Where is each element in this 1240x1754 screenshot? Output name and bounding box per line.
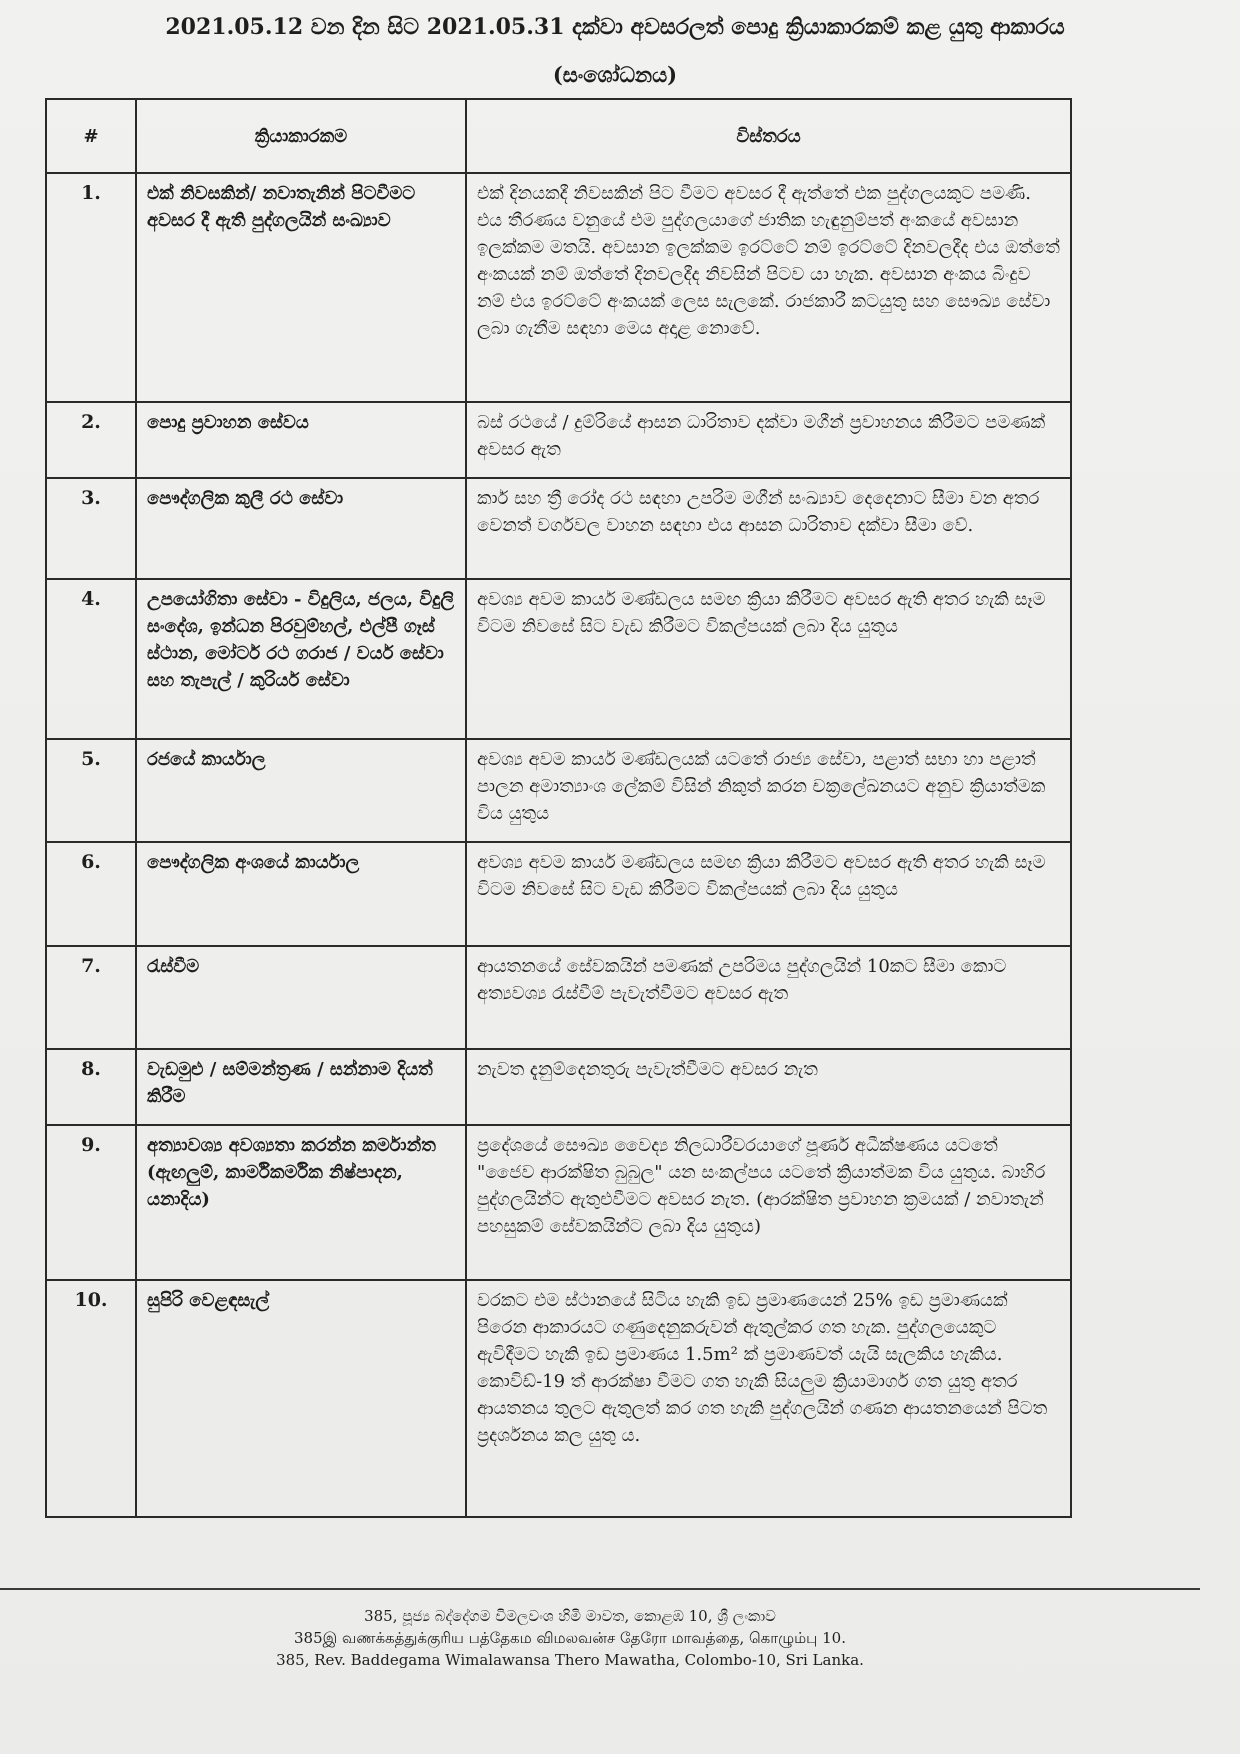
- row-activity: වැඩමුළු / සම්මන්ත්‍රණ / සන්නාම දියත් කිරීම: [136, 1049, 466, 1125]
- table-row: [46, 946, 1071, 1049]
- table-row: [46, 842, 1071, 945]
- header-activity: ක්‍රියාකාරකම: [136, 99, 466, 173]
- table-row: [46, 739, 1071, 842]
- row-number: 10.: [46, 1280, 136, 1517]
- table-row: [46, 1125, 1071, 1280]
- document-title: 2021.05.12 වන දින සිට 2021.05.31 දක්වා අවසරලත් පොදු ක්‍රියාකාරකම් කළ යුතු ආකාරය: [165, 14, 1065, 40]
- row-number: 6.: [46, 842, 136, 945]
- row-details: වරකට එම ස්ථානයේ සිටිය හැකි ඉඩ ප්‍රමාණයෙන් 25% ඉඩ ප්‍රමාණයක් පිරෙන ආකාරයට ගණුදෙනුකරුවන් ඇතුල්කර ගත හැක. පුද්ගලයෙකුට ඇවිදීමට හැකි ඉඩ ප්‍රමාණය 1.5m² ක් ප්‍රමාණවත් යැයි සැලකිය හැකිය. කොවිඩ්-19 ත් ආරක්ෂා වීමට ගත හැකි සියලුම ක්‍රියාමාර්ග ගත යුතු අතර ආයතනය තුලට ඇතුලත් කර ගත හැකි පුද්ගලයින් ගණන ආයතනයෙන් පිටත ප්‍රදර්ශනය කල යුතු ය.: [466, 1280, 1071, 1517]
- row-details: ආයතනයේ සේවකයින් පමණක් උපරිමය පුද්ගලයින් 10කට සීමා කොට අත්‍යවශ්‍ය රැස්වීම් පැවැත්වීමට අවසර ඇත: [466, 946, 1071, 1049]
- row-activity: උපයෝගිතා සේවා - විදුලිය, ජලය, විදුලි සංදේශ, ඉන්ධන පිරවුම්හල්, එල්පී ගෑස් ස්ථාන, මෝටර් රථ ගරාජ / වයර් සේවා සහ තැපැල් / කුරියර් සේවා: [136, 579, 466, 739]
- row-number: 3.: [46, 478, 136, 579]
- row-activity: රජයේ කාර්යාල: [136, 739, 466, 842]
- row-details: අවශ්‍ය අවම කාර්ය මණ්ඩලය සමඟ ක්‍රියා කිරීමට අවසර ඇති අතර හැකි සෑම විටම නිවසේ සිට වැඩ කිරීමට විකල්පයක් ලබා දිය යුතුය: [466, 842, 1071, 945]
- row-details: නැවත දැනුම්දෙනතුරු පැවැත්වීමට අවසර නැත: [466, 1049, 1071, 1125]
- row-number: 5.: [46, 739, 136, 842]
- header-number: #: [46, 99, 136, 173]
- footer-address: [0, 1605, 1140, 1671]
- document-subtitle: (සංශෝධනය): [552, 62, 678, 87]
- row-activity: පොදු ප්‍රවාහන සේවය: [136, 402, 466, 478]
- row-number: 8.: [46, 1049, 136, 1125]
- row-number: 2.: [46, 402, 136, 478]
- activities-table: [45, 98, 1072, 1518]
- row-details: අවශ්‍ය අවම කාර්ය මණ්ඩලයක් යටතේ රාජ්‍ය සේවා, පළාත් සභා හා පළාත් පාලන අමාත්‍යාංශ ලේකම් විසින් නිකුත් කරන චක්‍රලේඛනයට අනුව ක්‍රියාත්මක විය යුතුය: [466, 739, 1071, 842]
- header-details: විස්තරය: [466, 99, 1071, 173]
- footer-address-english: 385, Rev. Baddegama Wimalawansa Thero Mawatha, Colombo-10, Sri Lanka.: [276, 1651, 864, 1669]
- row-activity: පෞද්ගලික අංශයේ කාර්යාල: [136, 842, 466, 945]
- row-number: 9.: [46, 1125, 136, 1280]
- table-row: [46, 579, 1071, 739]
- row-number: 7.: [46, 946, 136, 1049]
- row-details: ප්‍රදේශයේ සෞඛ්‍ය වෛද්‍ය නිලධාරීවරයාගේ පූර්ණ අධීක්ෂණය යටතේ "ජෛව ආරක්ෂිත බුබුල" යන සංකල්පය යටතේ ක්‍රියාත්මක විය යුතුය. බාහිර පුද්ගලයින්ට ඇතුළුවීමට අවසර නැත. (ආරක්ෂිත ප්‍රවාහන ක්‍රමයක් / නවාතැන් පහසුකම් සේවකයින්ට ලබා දිය යුතුය): [466, 1125, 1071, 1280]
- row-number: 4.: [46, 579, 136, 739]
- footer-address-tamil: 385இ வணக்கத்துக்குரிய பத்தேகம விமலவன்ச தேரோ மாவத்தை, கொழும்பு 10.: [294, 1629, 846, 1647]
- table-row: [46, 1049, 1071, 1125]
- footer-address-sinhala: 385, පූජ්‍ය බද්දේගම විමලවංශ හිමි මාවත, කොළඹ 10, ශ්‍රී ලංකාව: [364, 1607, 776, 1625]
- row-activity: පෞද්ගලික කුලී රථ සේවා: [136, 478, 466, 579]
- row-activity: රැස්වීම: [136, 946, 466, 1049]
- table-row: [46, 1280, 1071, 1517]
- table-row: [46, 478, 1071, 579]
- row-activity: අත්‍යාවශ්‍ය අවශ්‍යතා කරන්න කර්මාන්ත (ඇඟලුම්, කාර්මිකර්මික නිෂ්පාදන, යනාදිය): [136, 1125, 466, 1280]
- row-details: බස් රථයේ / දුම්රියේ ආසන ධාරිතාව දක්වා මගීන් ප්‍රවාහනය කිරීමට පමණක් අවසර ඇත: [466, 402, 1071, 478]
- table-header-row: [46, 99, 1071, 173]
- row-details: අවශ්‍ය අවම කාර්ය මණ්ඩලය සමඟ ක්‍රියා කිරීමට අවසර ඇති අතර හැකි සෑම විටම නිවසේ සිට වැඩ කිරීමට විකල්පයක් ලබා දිය යුතුය: [466, 579, 1071, 739]
- table-row: [46, 173, 1071, 402]
- row-activity: සුපිරි වෙළඳසැල්: [136, 1280, 466, 1517]
- footer-divider: [0, 1588, 1200, 1590]
- table-row: [46, 402, 1071, 478]
- row-activity: එක් නිවසකින්/ නවාතැනින් පිටවීමට අවසර දී ඇති පුද්ගලයින් සංඛ්‍යාව: [136, 173, 466, 402]
- row-details: කාර් සහ ත්‍රී රෝද රථ සඳහා උපරිම මගීන් සංඛ්‍යාව දෙදෙනාට සීමා වන අතර වෙනත් වර්ගවල වාහන සඳහා එය ආසන ධාරිතාව දක්වා සීමා වේ.: [466, 478, 1071, 579]
- row-details: එක් දිනයකදී නිවසකින් පිට වීමට අවසර දී ඇත්තේ එක පුද්ගලයකුට පමණි. එය තීරණය වනුයේ එම පුද්ගලයාගේ ජාතික හැඳුනුම්පත් අංකයේ අවසාන ඉලක්කම මතයි. අවසාන ඉලක්කම ඉරට්ටේ නම් ඉරට්ටේ දිනවලදීද එය ඔත්තේ අංකයක් නම් ඔත්තේ දිනවලදීද නිවසින් පිටව යා හැක. අවසාන අංකය බිංදුව නම් එය ඉරට්ටේ අංකයක් ලෙස සැලකේ. රාජකාරී කටයුතු සහ සෞඛ්‍ය සේවා ලබා ගැනීම සඳහා මෙය අදාළ නොවේ.: [466, 173, 1071, 402]
- row-number: 1.: [46, 173, 136, 402]
